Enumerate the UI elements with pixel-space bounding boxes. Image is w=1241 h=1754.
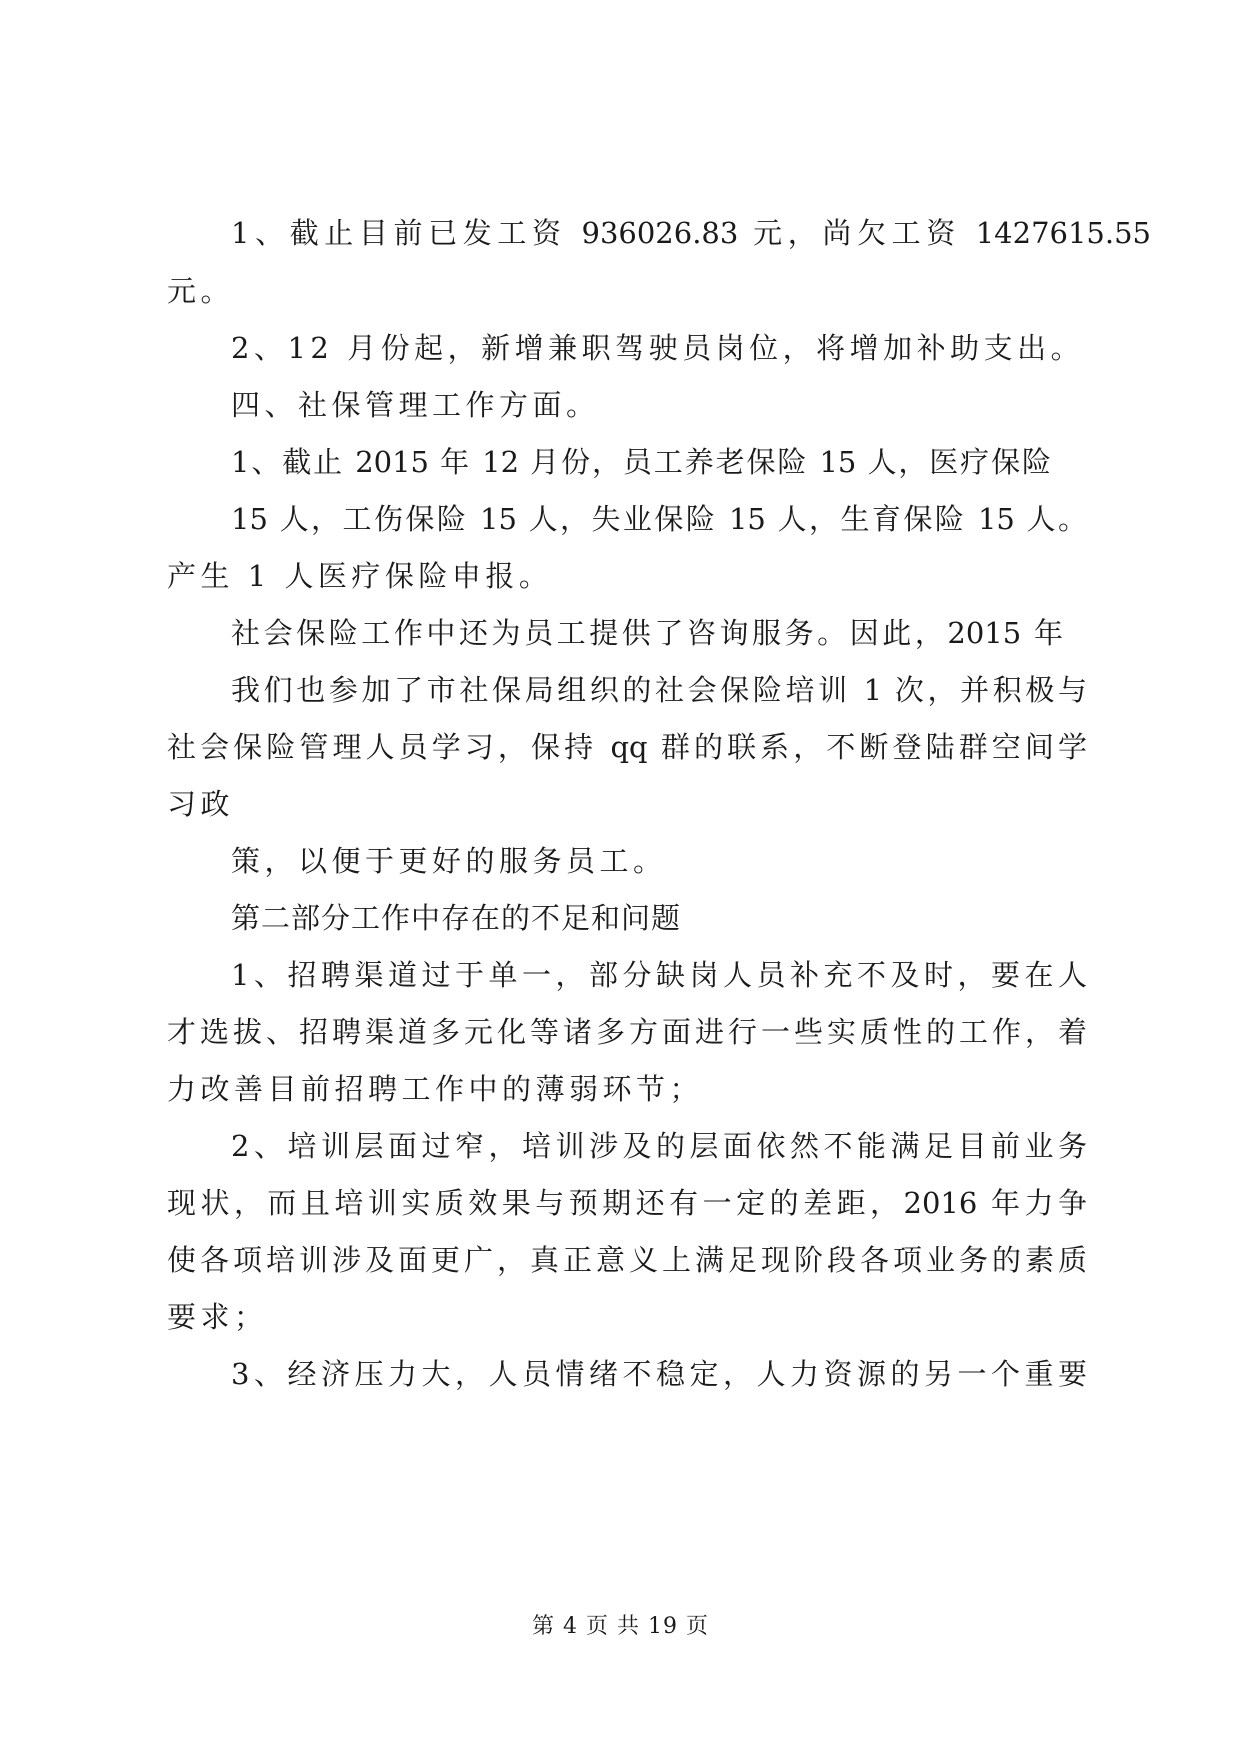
section-heading-social-security: 四、社保管理工作方面。 [231,388,600,422]
text-line-17: 2、培训层面过窄，培训涉及的层面依然不能满足目前业务 [231,1129,1087,1163]
text-line-3: 2、12 月份起，新增兼职驾驶员岗位，将增加补助支出。 [231,331,1085,365]
text-line-5: 1、截止 2015 年 12 月份，员工养老保险 15 人，医疗保险 [231,445,1051,479]
text-line-16: 力改善目前招聘工作中的薄弱环节； [167,1072,704,1106]
text-line-20: 要求； [167,1300,268,1334]
text-line-15: 才选拔、招聘渠道多元化等诸多方面进行一些实质性的工作，着 [167,1015,1087,1049]
text-line-1: 1、截止目前已发工资 936026.83 元，尚欠工资 1427615.55 [231,216,1151,250]
text-line-2: 元。 [167,274,235,308]
text-line-9: 我们也参加了市社保局组织的社会保险培训 1 次，并积极与 [231,673,1087,707]
text-line-6: 15 人，工伤保险 15 人，失业保险 15 人，生育保险 15 人。 [231,502,1087,536]
page-number-footer: 第 4 页 共 19 页 [532,1614,709,1639]
text-line-21: 3、经济压力大，人员情绪不稳定，人力资源的另一个重要 [231,1357,1087,1391]
text-line-10: 社会保险管理人员学习，保持 qq 群的联系，不断登陆群空间学 [167,730,1087,764]
text-line-7: 产生 1 人医疗保险申报。 [167,559,553,593]
text-line-12: 策，以便于更好的服务员工。 [231,844,667,878]
text-line-11: 习政 [167,787,235,821]
section-heading-part-two: 第二部分工作中存在的不足和问题 [231,901,682,935]
text-line-19: 使各项培训涉及面更广，真正意义上满足现阶段各项业务的素质 [167,1243,1087,1277]
text-line-18: 现状，而且培训实质效果与预期还有一定的差距，2016 年力争 [167,1186,1087,1220]
text-line-14: 1、招聘渠道过于单一，部分缺岗人员补充不及时，要在人 [231,958,1087,992]
text-line-8: 社会保险工作中还为员工提供了咨询服务。因此，2015 年 [231,616,1063,650]
